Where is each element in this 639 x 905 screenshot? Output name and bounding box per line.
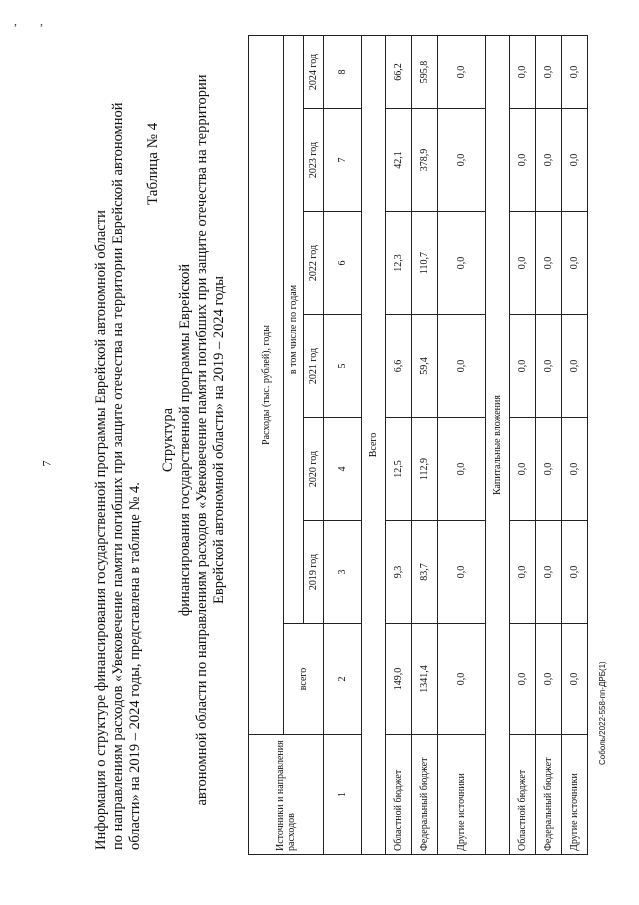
cell: 42,1 xyxy=(386,109,412,212)
cell: 0,0 xyxy=(510,212,536,315)
table-row xyxy=(562,36,588,855)
row-label: Федеральный бюджет xyxy=(412,735,438,855)
cell: 0,0 xyxy=(536,624,562,735)
header-expenses: Расходы (тыс. рублей), годы xyxy=(249,36,284,735)
table-row xyxy=(412,36,438,855)
cell: 110,7 xyxy=(412,212,438,315)
intro-line: Информация о структуре финансирования государственной программы Еврейской автономной области xyxy=(93,210,109,850)
intro-paragraph xyxy=(93,80,144,850)
cell: 0,0 xyxy=(562,624,588,735)
scan-mark: , xyxy=(14,14,17,28)
cell: 0,0 xyxy=(438,36,486,109)
cell: 0,0 xyxy=(510,624,536,735)
row-label: Другие источники xyxy=(562,735,588,855)
table-row xyxy=(536,36,562,855)
cell: 0,0 xyxy=(536,315,562,418)
cell: 0,0 xyxy=(438,212,486,315)
cell: 12,3 xyxy=(386,212,412,315)
cell: 0,0 xyxy=(562,315,588,418)
header-sources: Источники и направления расходов xyxy=(249,735,324,855)
table-row xyxy=(438,36,486,855)
header-by-years: в том числе по годам xyxy=(284,36,304,624)
table-number: Таблица № 4 xyxy=(145,122,161,205)
page-number: 7 xyxy=(39,460,54,467)
cell: 0,0 xyxy=(562,521,588,624)
cell: 0,0 xyxy=(510,315,536,418)
column-number: 6 xyxy=(324,212,362,315)
table-row xyxy=(386,36,412,855)
row-label: Другие источники xyxy=(438,735,486,855)
cell: 112,9 xyxy=(412,418,438,521)
column-number: 7 xyxy=(324,109,362,212)
cell: 0,0 xyxy=(562,212,588,315)
cell: 6,6 xyxy=(386,315,412,418)
column-number: 1 xyxy=(324,735,362,855)
cell: 0,0 xyxy=(438,109,486,212)
cell: 0,0 xyxy=(536,418,562,521)
structure-heading xyxy=(160,55,228,825)
header-total: всего xyxy=(284,624,324,735)
cell: 0,0 xyxy=(536,521,562,624)
cell: 0,0 xyxy=(562,418,588,521)
cell: 83,7 xyxy=(412,521,438,624)
cell: 0,0 xyxy=(562,36,588,109)
column-number: 4 xyxy=(324,418,362,521)
cell: 149,0 xyxy=(386,624,412,735)
intro-line: по направлениям расходов «Увековечение памяти погибших при защите отечества на территории Еврейской автономной xyxy=(110,102,126,850)
structure-line: финансирования государственной программы Еврейской xyxy=(177,263,193,617)
header-year: 2024 год xyxy=(304,36,324,109)
cell: 0,0 xyxy=(510,109,536,212)
cell: 0,0 xyxy=(510,418,536,521)
header-year: 2023 год xyxy=(304,109,324,212)
document-footer-code: Соболь/2022-558-пп-ДРБ(1) xyxy=(598,661,607,765)
financing-table xyxy=(248,35,588,855)
column-number: 5 xyxy=(324,315,362,418)
header-year: 2022 год xyxy=(304,212,324,315)
cell: 9,3 xyxy=(386,521,412,624)
header-year: 2020 год xyxy=(304,418,324,521)
structure-line: Еврейской автономной области» на 2019 – 2024 годы xyxy=(211,276,227,604)
row-label: Областной бюджет xyxy=(386,735,412,855)
header-year: 2019 год xyxy=(304,521,324,624)
cell: 595,8 xyxy=(412,36,438,109)
cell: 0,0 xyxy=(536,36,562,109)
cell: 59,4 xyxy=(412,315,438,418)
cell: 378,9 xyxy=(412,109,438,212)
structure-title: Структура xyxy=(160,407,176,473)
cell: 0,0 xyxy=(438,315,486,418)
cell: 0,0 xyxy=(510,521,536,624)
column-number: 8 xyxy=(324,36,362,109)
column-number: 2 xyxy=(324,624,362,735)
cell: 0,0 xyxy=(510,36,536,109)
row-label: Областной бюджет xyxy=(510,735,536,855)
header-year: 2021 год xyxy=(304,315,324,418)
column-number: 3 xyxy=(324,521,362,624)
structure-line: автономной области по направлениям расходов «Увековечение памяти погибших при защите отечества на территории xyxy=(194,74,210,806)
cell: 0,0 xyxy=(438,624,486,735)
row-label: Федеральный бюджет xyxy=(536,735,562,855)
cell: 0,0 xyxy=(438,521,486,624)
cell: 0,0 xyxy=(562,109,588,212)
intro-line: области» на 2019 – 2024 годы, представлена в таблице № 4. xyxy=(127,482,143,850)
scan-mark: , xyxy=(40,14,43,28)
section-title: Всего xyxy=(362,36,386,855)
cell: 66,2 xyxy=(386,36,412,109)
cell: 0,0 xyxy=(438,418,486,521)
cell: 12,5 xyxy=(386,418,412,521)
cell: 0,0 xyxy=(536,109,562,212)
section-title: Капитальные вложения xyxy=(486,36,510,855)
column-numbers-row xyxy=(324,36,362,855)
cell: 1341,4 xyxy=(412,624,438,735)
table-row xyxy=(510,36,536,855)
cell: 0,0 xyxy=(536,212,562,315)
